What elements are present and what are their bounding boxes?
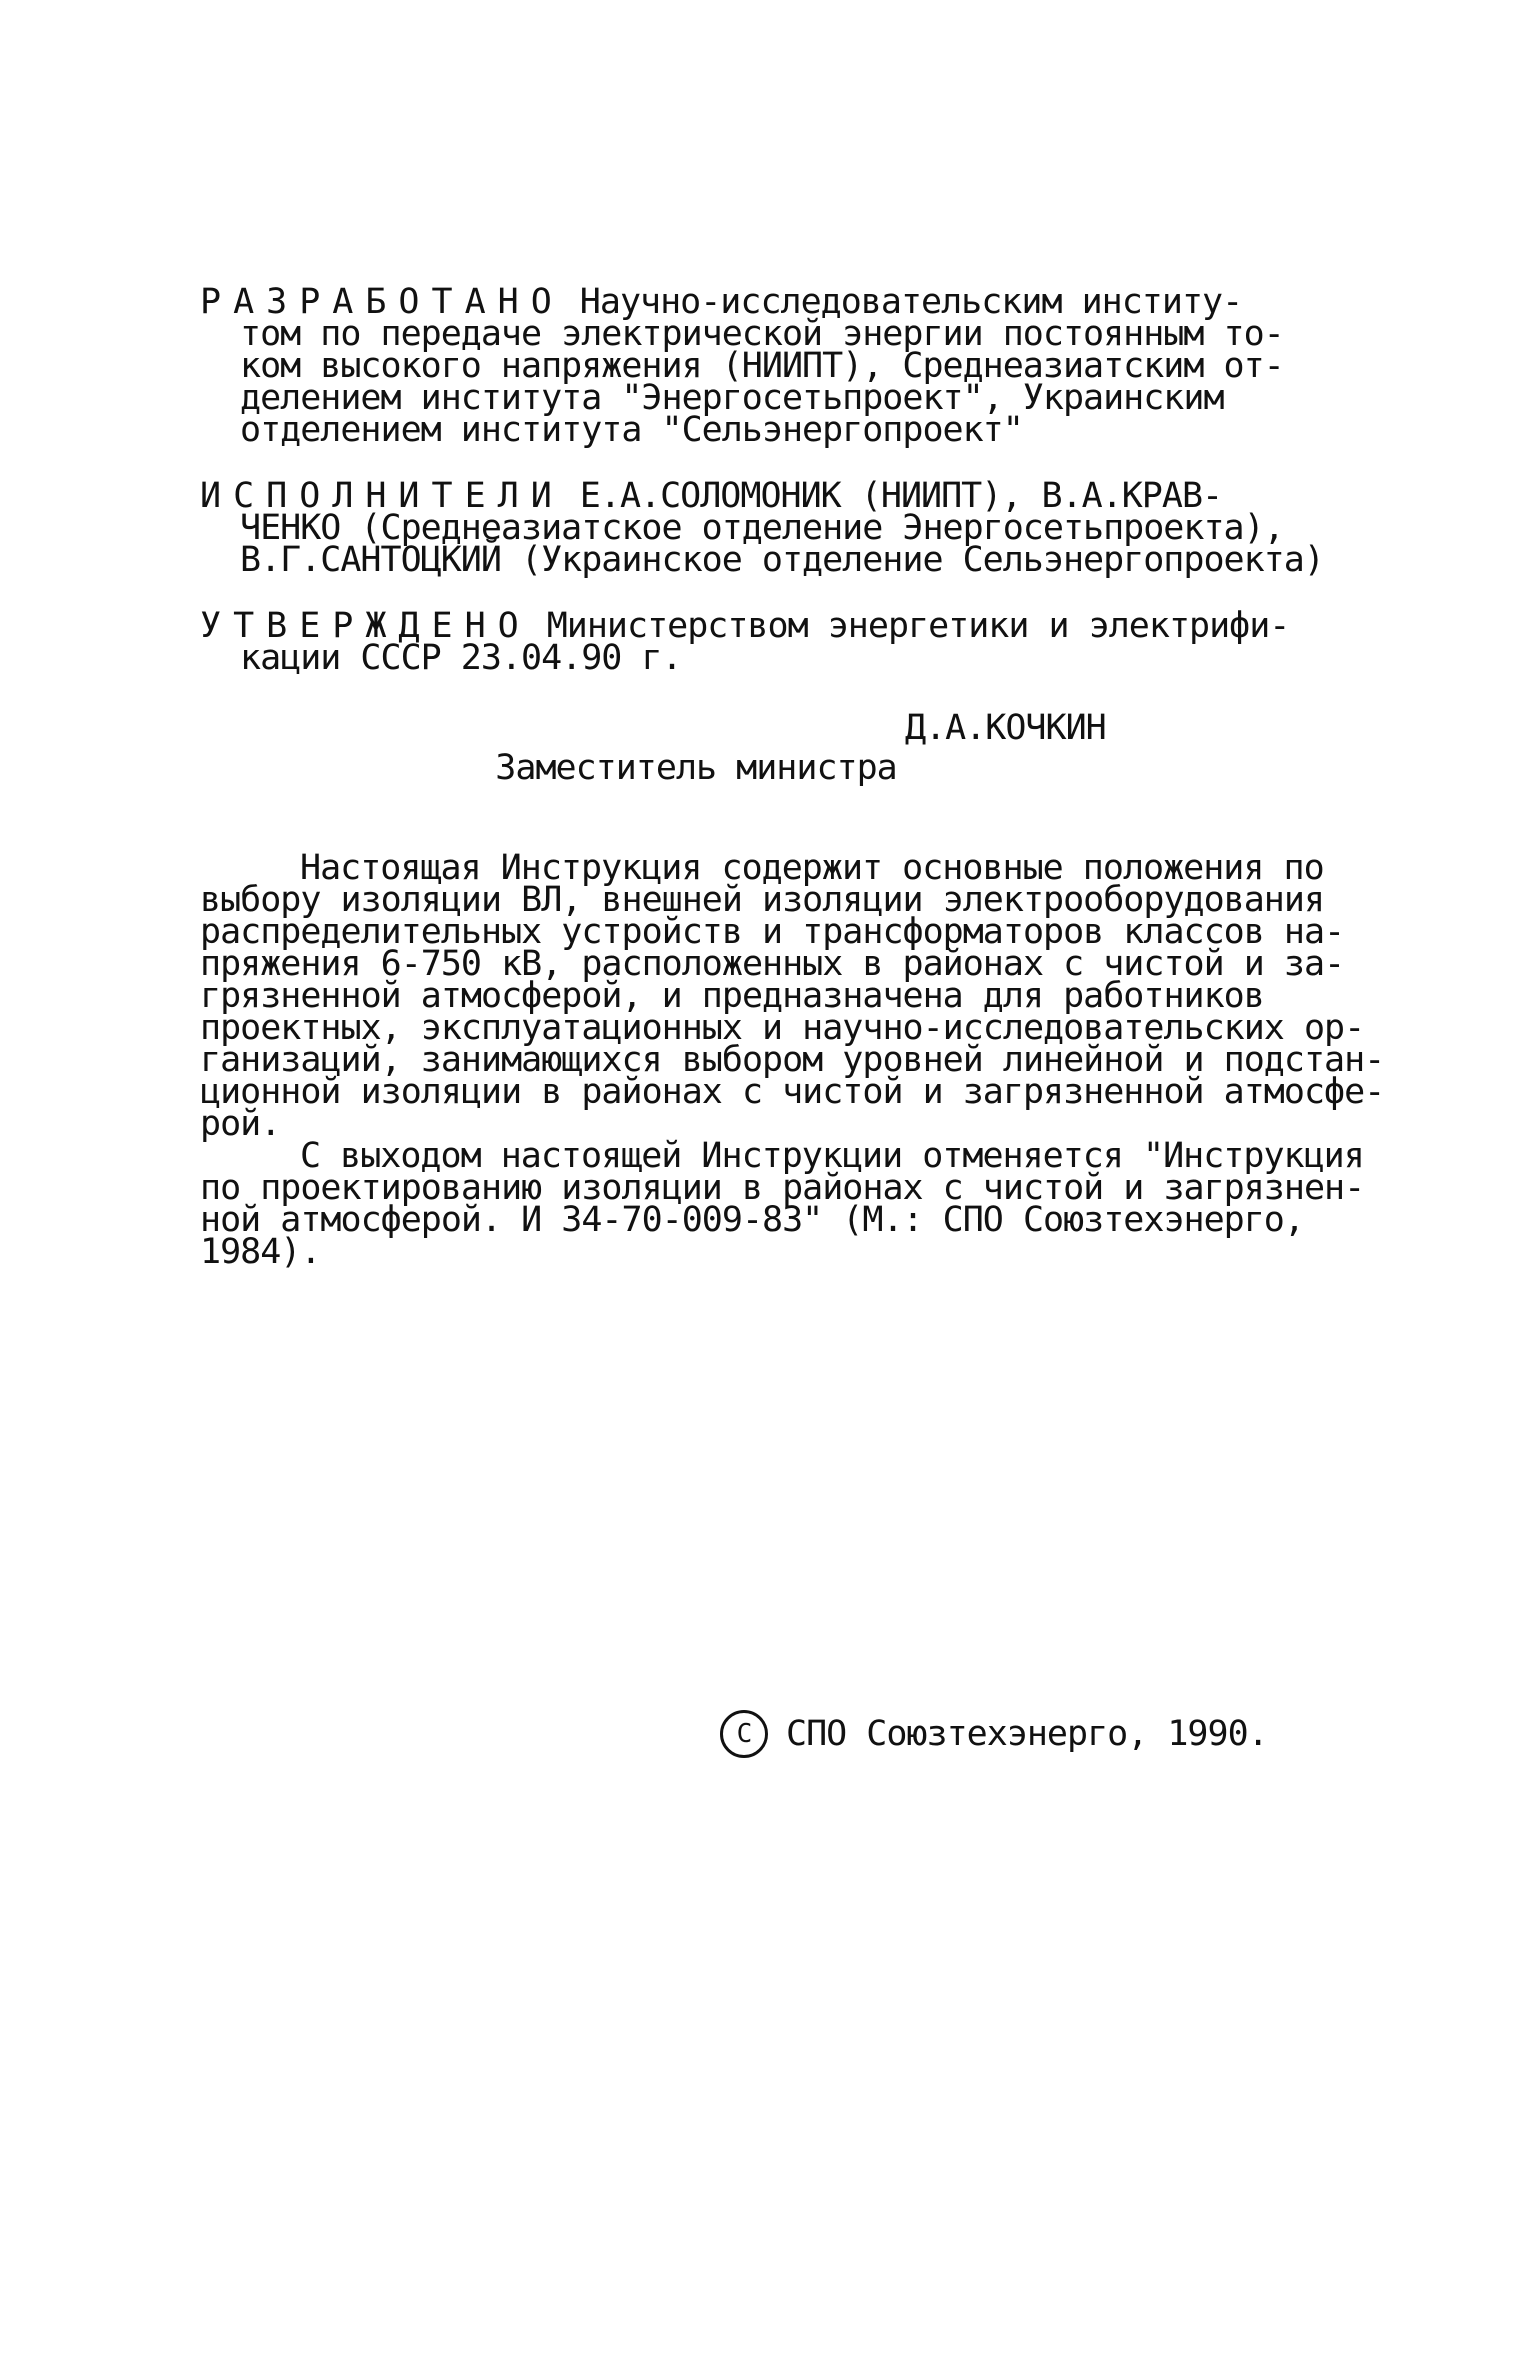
paragraph-2-line-1: по проектированию изоляции в районах с чистой и загрязнен- [200, 1168, 1365, 1208]
paragraph-2-line-2: ной атмосферой. И 34-70-009-83" (М.: СПО Союзтехэнерго, [200, 1200, 1304, 1240]
executors-section [200, 476, 1370, 580]
paragraph-2-line-3: 1984). [200, 1232, 321, 1272]
paragraph-1-line-8: рой. [200, 1104, 281, 1144]
developed-line-2: ком высокого напряжения (НИИПТ), Среднеазиатским от- [240, 346, 1284, 386]
signature-title: Заместитель министра [495, 748, 897, 788]
developed-line-4: отделением института "Сельэнергопроект" [240, 410, 1023, 450]
approved-heading: УТВЕРЖДЕНО [200, 606, 531, 646]
copyright-notice [720, 1710, 1268, 1758]
executors-line-1: ЧЕНКО (Среднеазиатское отделение Энергосетьпроекта), [240, 508, 1284, 548]
developed-line-0: Научно-исследовательским институ- [579, 282, 1243, 322]
executors-heading: ИСПОЛНИТЕЛИ [200, 476, 564, 516]
executors-line-0: Е.А.СОЛОМОНИК (НИИПТ), В.А.КРАВ- [579, 476, 1223, 516]
paragraph-1-line-3: пряжения 6-750 кВ, расположенных в районах с чистой и за- [200, 944, 1345, 984]
paragraph-1-line-5: проектных, эксплуатационных и научно-исследовательских ор- [200, 1008, 1365, 1048]
paragraph-2-line-0: С выходом настоящей Инструкции отменяется "Инструкция [300, 1136, 1364, 1176]
signature-name: Д.А.КОЧКИН [905, 708, 1106, 748]
approved-line-1: кации СССР 23.04.90 г. [240, 638, 682, 678]
signature-line [415, 708, 1106, 868]
paragraph-1-line-1: выбору изоляции ВЛ, внешней изоляции электрооборудования [200, 880, 1325, 920]
paragraph-1-line-4: грязненной атмосферой, и предназначена для работников [200, 976, 1264, 1016]
paragraph-1 [200, 848, 1385, 1144]
developed-section [200, 282, 1370, 450]
developed-line-1: том по передаче электрической энергии постоянным то- [240, 314, 1284, 354]
approved-line-0: Министерством энергетики и электрифи- [546, 606, 1290, 646]
copyright-text: СПО Союзтехэнерго, 1990. [786, 1714, 1268, 1754]
copyright-icon: С [720, 1710, 768, 1758]
approved-section [200, 606, 1370, 678]
developed-heading: РАЗРАБОТАНО [200, 282, 564, 322]
paragraph-1-line-2: распределительных устройств и трансформаторов классов на- [200, 912, 1345, 952]
paragraph-1-line-6: ганизаций, занимающихся выбором уровней линейной и подстан- [200, 1040, 1385, 1080]
executors-line-2: В.Г.САНТОЦКИЙ (Украинское отделение Сельэнергопроекта) [240, 540, 1324, 580]
paragraph-1-line-7: ционной изоляции в районах с чистой и загрязненной атмосфе- [200, 1072, 1385, 1112]
paragraph-2 [200, 1136, 1370, 1272]
paragraph-1-line-0: Настоящая Инструкция содержит основные положения по [300, 848, 1324, 888]
developed-line-3: делением института "Энергосетьпроект", Украинским [240, 378, 1224, 418]
